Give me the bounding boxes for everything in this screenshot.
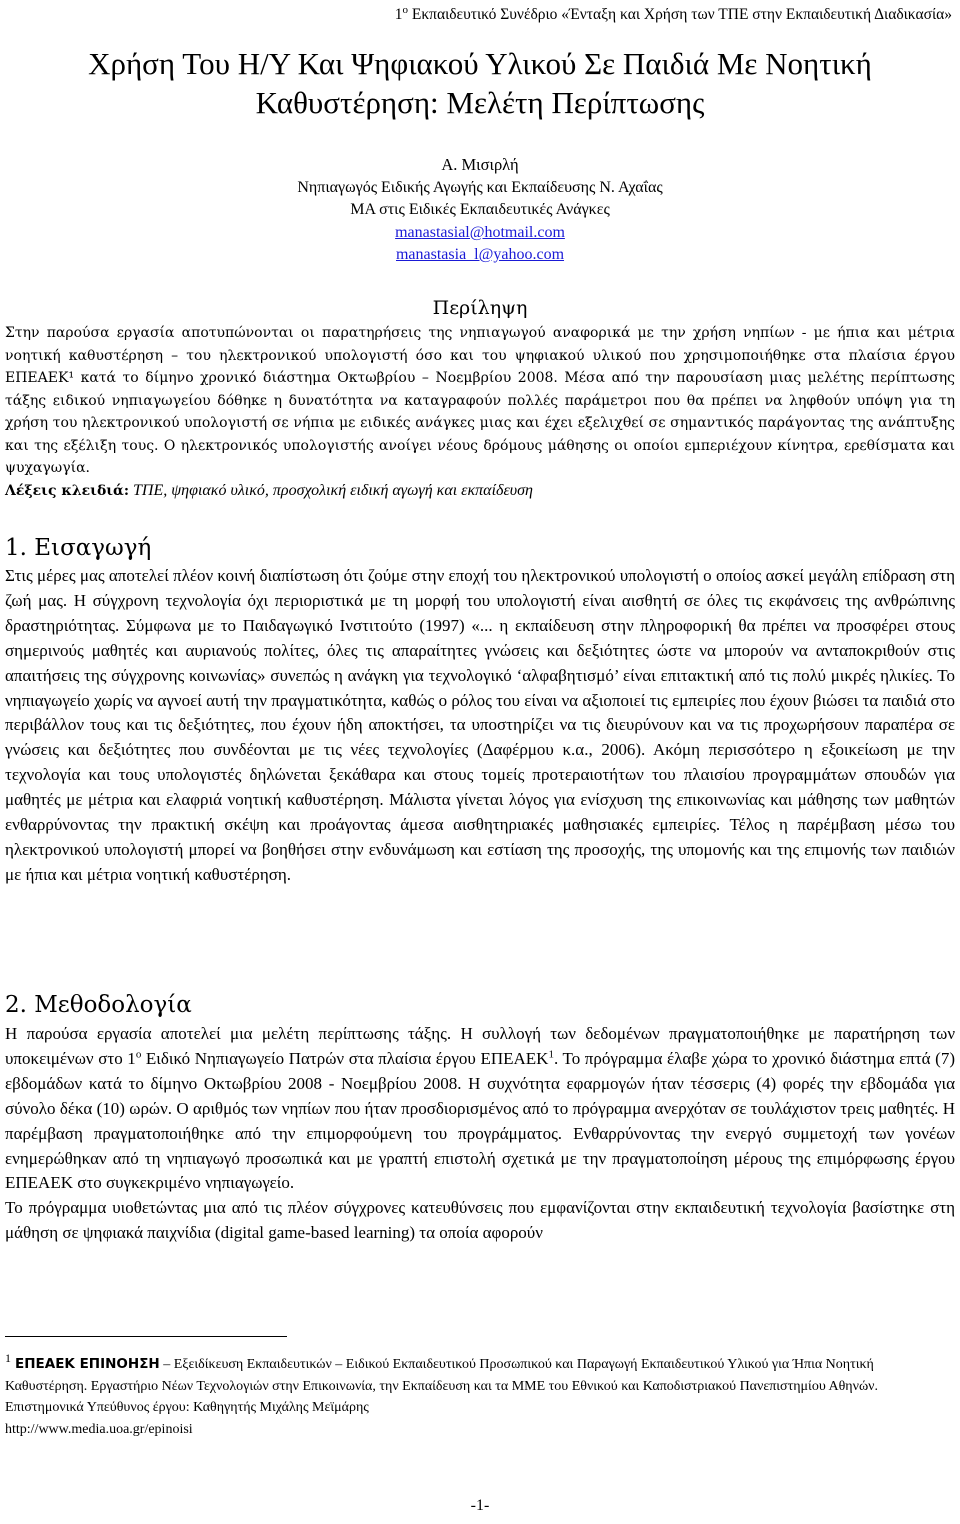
section-1-body <box>5 564 955 888</box>
section-2-heading: 2. Μεθοδολογία <box>5 992 192 1018</box>
keywords <box>5 480 955 502</box>
abstract <box>5 322 955 502</box>
title-line-2: Καθυστέρηση: Μελέτη Περίπτωσης <box>255 85 705 120</box>
footnote-separator <box>5 1336 287 1337</box>
paper-title <box>0 44 960 122</box>
page-number: -1- <box>470 1497 490 1514</box>
footnote-text: – Εξειδίκευση Εκπαιδευτικών – Ειδικού Εκπαιδευτικού Προσωπικού και Παραγωγή Εκπαιδευτικού Υλικού για Ήπια Νοητική Καθυστέρηση. Εργαστήριο Νέων Τεχνολογιών στην Επικοινωνία, την Εκπαίδευση και τα ΜΜΕ του Εθνικού και Καποδιστριακού Πανεπιστημίου Αθηνών. Επιστημονικά Υπεύθυνος έργου: Καθηγητής Μιχάλης Μεϊμάρης <box>5 1357 878 1416</box>
author-block <box>0 154 960 267</box>
section-2-paragraph-1: Η παρούσα εργασία αποτελεί μια μελέτη περίπτωσης τάξης. Η συλλογή των δεδομένων πραγματοποιήθηκε με παρατήρηση των υποκειμένων στο $1^o$ Ειδικό Νηπιαγωγείο Πατρών στα πλαίσια έργου ΕΠΕΑΕΚ$^1$. Το πρόγραμμα έλαβε χώρα το χρονικό διάστημα επτά (7) εβδομάδων κατά το δίμηνο Οκτωβρίου 2008 - Νοεμβρίου 2008. Η συχνότητα εφαρμογών ήταν τέσσερις (4) φορές την εβδομάδα για σύνολο δέκα (10) ωρών. Ο αριθμός των νηπίων που ήταν προσδιορισμένος από το πρόγραμμα ανερχόταν σε τουλάχιστον τρεις μαθητές. Η παρέμβαση πραγματοποιήθηκε από την επιμορφούμενη του προγράμματος. Ενθαρρύνοντας την ενεργό συμμετοχή των γονέων ενημερώθηκαν από τη νηπιαγωγό προσωπικά και με γραπτή επιστολή σχετικά με την πραγματοποίηση μέρους της επιμόρφωσης έργου ΕΠΕΑΕΚ στο συγκεκριμένο νηπιαγωγείο. <box>5 1024 955 1193</box>
abstract-text: Στην παρούσα εργασία αποτυπώνονται οι παρατηρήσεις της νηπιαγωγού αναφορικά με την χρήση νηπίων - με ήπια και μέτρια νοητική καθυστέρηση – του ηλεκτρονικού υπολογιστή όσο και του ψηφιακού υλικού που χρησιμοποιήθηκε στα πλαίσια έργου ΕΠΕΑΕΚ¹ κατά το δίμηνο χρονικό διάστημα Οκτωβρίου – Νοεμβρίου 2008. Μέσα από την παρουσίαση μιας μελέτης περίπτωσης τάξης ειδικού νηπιαγωγείου δόθηκε η δυνατότητα να καταγραφούν πολλές παράμετροι που θα πρέπει να ληφθούν υπόψη για τη χρήση του ηλεκτρονικού υπολογιστή σε νήπια με ειδικές ανάγκες μιας και έχει εξελιχθεί σε σημαντικός παράγοντας της ανάπτυξης και της εξέλιξη τους. Ο ηλεκτρονικός υπολογιστής ανοίγει νέους δρόμους μάθησης οι οποίοι εμπεριέχουν κίνητρα, ερεθίσματα και ψυχαγωγία. <box>5 325 955 476</box>
keywords-label: Λέξεις κλειδιά: <box>5 482 129 499</box>
email-link-hotmail[interactable]: manastasial@hotmail.com <box>395 223 565 241</box>
title-line-1: Χρήση Του Η/Υ Και Ψηφιακού Υλικού Σε Παιδιά Με Νοητική <box>88 46 872 81</box>
author-role: Νηπιαγωγός Ειδικής Αγωγής και Εκπαίδευσης Ν. Αχαΐας <box>297 178 663 196</box>
footnote-number: 1 <box>5 1351 11 1365</box>
author-name: Α. Μισιρλή <box>441 155 519 174</box>
section-1-paragraph: Στις μέρες μας αποτελεί πλέον κοινή διαπίστωση ότι ζούμε στην εποχή του ηλεκτρονικού υπολογιστή ο οποίος ασκεί μεγάλη επίδραση στη ζωή μας. Η σύγχρονη τεχνολογία όχι περιοριστικά με τη μορφή του υπολογιστή είναι αισθητή σε όλες τις εκφάνσεις της ανθρώπινης δραστηριότητας. Σύμφωνα με το Παιδαγωγικό Ινστιτούτο (1997) «... η εκπαίδευση στην πληροφορική θα πρέπει να προσφέρει στους σημερινούς μαθητές και αυριανούς πολίτες, όλες τις απαραίτητες γνώσεις και δεξιότητες ώστε να μπορούν να ανταποκριθούν στις απαιτήσεις της σύγχρονης κοινωνίας» συνεπώς η ανάγκη για τεχνολογικό ‘αλφαβητισμό’ είναι επιτακτική από τις πολύ μικρές ηλικίες. Το νηπιαγωγείο χωρίς να αγνοεί αυτή την πραγματικότητα, καθώς ο ρόλος του είναι να αξιοποιεί τις εμπειρίες που έχουν βιώσει τα παιδιά στο περιβάλλον τους και τις δεξιότητες, που έχουν ήδη αποκτήσει, τα υποστηρίζει να τις διευρύνουν και να τις προχωρήσουν παραπέρα σε γνώσεις και δεξιότητες που συνδέονται με τις νέες τεχνολογίες (Δαφέρμου κ.α., 2006). Ακόμη περισσότερο η εξοικείωση με την τεχνολογία και τους υπολογιστές δηλώνεται ξεκάθαρα και στους τομείς προτεραιοτήτων του πλαισίου προγραμμάτων σπουδών για μαθητές με μέτρια και ελαφριά νοητική καθυστέρηση. Μάλιστα γίνεται λόγος για ενίσχυση της επικοινωνίας και μάθησης των μαθητών ενθαρρύνοντας την πρακτική σκέψη και προάγοντας άμεσα αισθητηριακές μαθησιακές εμπειρίες. Τέλος η παρέμβαση μέσω του ηλεκτρονικού υπολογιστή μπορεί να βοηθήσει στην ενδυνάμωση και εστίαση της προσοχής, της υπομονής και της επιμονής των παιδιών με ήπια και μέτρια νοητική καθυστέρηση. <box>5 566 955 884</box>
section-1-heading: 1. Εισαγωγή <box>5 535 152 561</box>
conference-header: $1^o$ Εκπαιδευτικό Συνέδριο «Ένταξη και Χρήση των ΤΠΕ στην Εκπαιδευτική Διαδικασία» <box>394 3 952 23</box>
abstract-heading: Περίληψη <box>432 297 528 319</box>
section-2-body <box>5 1022 955 1246</box>
footnote <box>5 1348 955 1441</box>
email-link-yahoo[interactable]: manastasia_l@yahoo.com <box>395 246 565 263</box>
keywords-text: ΤΠΕ, ψηφιακό υλικό, προσχολική ειδική αγωγή και εκπαίδευση <box>129 481 533 499</box>
footnote-url[interactable]: http://www.media.uoa.gr/epinoisi <box>5 1422 193 1438</box>
footnote-head: ΕΠΕΑΕΚ ΕΠΙΝΟΗΣΗ <box>15 1356 160 1372</box>
author-degree: ΜΑ στις Ειδικές Εκπαιδευτικές Ανάγκες <box>350 201 610 218</box>
section-2-paragraph-2: Το πρόγραμμα υιοθετώντας μια από τις πλέον σύγχρονες κατευθύνσεις που εμφανίζονται στην εκπαιδευτική τεχνολογία βασίστηκε στη μάθηση σε ψηφιακά παιχνίδια (digital game-based learning) τα οποία αφορούν <box>5 1198 955 1243</box>
